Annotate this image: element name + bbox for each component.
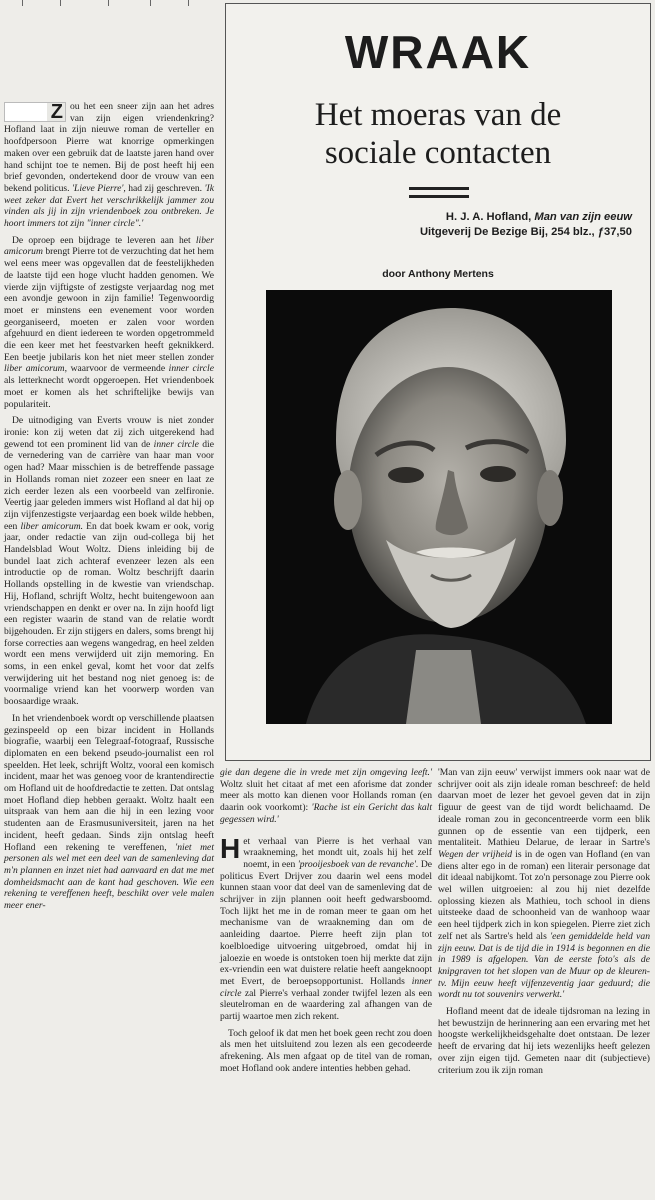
headline-box [225,3,651,761]
kicker: WRAAK [344,26,532,78]
byline: door Anthony Mertens [382,268,494,280]
paragraph: Toch geloof ik dat men het boek geen recht zou doen als men het uitsluitend zou lezen als een gecodeerde afrekening. Als men afgaat op de titel van de roman, moet Hofland ook andere intenties hebben gehad. [220,1027,432,1074]
paragraph: 'Man van zijn eeuw' verwijst immers ook naar wat de schrijver ooit als zijn ideale roman beschreef: de held daarvan moet de lezer het gevoel geven dat in zijn figuur de geest van de tijd wordt belichaamd. De ideale roman zou in geconcentreerde vorm een blik gunnen op de essentie van een tijdperk, een mentaliteit. Mathieu Delarue, de leraar in Sartre's Wegen der vrijheid is in de ogen van Hofland (en van diens alter ego in de roman) een literair personage dat dit ideaal nabijkomt. Tot zo'n personage zou Pierre ook wel willen uitgroeien: al zou hij niet dezelfde oplossing kiezen als Mathieu, toch school in diens uitsteeke daad de schoonheid van de wanhoop waar een heel tijdperk zich in kon spiegelen. Pierre ziet zich zelf net als Sartre's held als 'een gemiddelde held van zijn eeuw. Dat is de tijd die in 1914 is begonnen en die in 1989 is afgelopen. Van de eerste foto's als de knipgraven tot het slopen van de Muur op de kleuren-tv. Mijn eeuw heeft vijfenzeventig jaar geduurd; die wordt nu tot souvenirs verwerkt.' [438,767,650,1001]
headline: Het moeras van de sociale contacten [314,97,562,171]
drop-cap-box: Z [4,102,66,122]
book-info: H. J. A. Hofland, Man van zijn eeuw Uitgeverij De Bezige Bij, 254 blz., ƒ37,50 [419,211,632,238]
portrait-photo-icon [266,290,612,724]
paragraph: Het verhaal van Pierre is het verhaal van wraakneming, het mondt uit, zoals hij het zelf noemt, in een 'prooijesboek van de revanche'. De politicus Evert Drijver zou daarin wel eens model kunnen staan voor dat deel van de samenleving dat de schrijver in zijn plannen ooit heeft gedwarsboomd. Toch lijkt het me in de roman meer te gaan om het mechanisme van de wraakneming dan om de aanleiding daartoe. Pierre heeft zijn plan tot koelbloedige uitvoering uitgebroed, omdat hij in jaloezie en woede is ontstoken toen hij merkte dat zijn ex-vriendin een wat duistere relatie heeft aangeknoopt met Evert, de beroepsopportunist. Hollands inner circle zal Pierre's verhaal zonder twijfel lezen als een sleutelroman en de waardering zal afhangen van de partij waartoe men zich rekent. [220,832,433,1023]
drop-cap: H [220,832,241,864]
paragraph: De oproep een bijdrage te leveren aan het liber amicorum brengt Pierre tot de verzuchting dat het hem wel eens meer was opgevallen dat de feestelijkheden de laatste tijd een hoge vlucht hadden genomen. We vierde zijn vijftigste of zestigste verjaardag nog met een avondje gewoon in zijn familie! Tegenwoordig moet er minstens een evenement voor worden georganiseerd, moeten er zalen voor worden afgehuurd en dient iedereen te worden opgetrommeld die een keer met het feestvarken heeft geknikkerd. Een beetje jubilaris kon het niet meer stellen zonder liber amicorum, waarvoor de vermeende inner circle als letterknecht wordt opgeroepen. Het vriendenboek moet er komen als het schriftelijke bewijs van populariteit. [4,234,214,410]
article-column-right [438,767,650,1081]
divider-rule [409,187,469,190]
paragraph: In het vriendenboek wordt op verschillende plaatsen gezinspeeld op een bizar incident in Hollands biografie, waarbij een Telegraaf-fotograaf, Russische diplomaten en een bekend pseudo-journalist een rol speelden. Het leek, schrijft Woltz, vooral een komisch incident, maar het was genoeg voor de krantendirectie om Hofland uit de hoofdredactie te zetten. Dat ontslag moet Hofland diep hebben geraakt. Woltz haalt een uitspraak van hem aan die hij in een lezing voor studenten aan de Erasmusuniversiteit, jaren na het incident, heeft gedaan. Sinds zijn ontslag heeft Hofland een rekening te vereffenen, 'niet met personen als wel met een deel van de samenleving dat m'n plannen en inzet niet had aanvaard en dat me met domheidsmacht aan de kant had geschoven. Wie een rekening te vereffenen heeft, beschikt over vele malen meer ener- [4,712,214,912]
paragraph: gie dan degene die in vrede met zijn omgeving leeft.' Woltz sluit het citaat af met een aforisme dat zonder meer als motto kan dienen voor Hollands roman (en daarin ook voorkomt): 'Rache ist ein Gericht das kalt gegessen wird.' [220,767,432,825]
crop-marks [0,0,220,8]
article-column-left [4,101,214,917]
divider-rule [409,195,469,198]
paragraph: De uitnodiging van Everts vrouw is niet zonder ironie: kon zij weten dat zij zich uitgerekend had gewend tot een prominent lid van de inner circle die de vernedering van de carrière van haar man voor ogen had? Maar misschien is de betreffende passage in Hollands roman niet zozeer een sneer en laat ze zich eerder lezen als een voorbeeld van zelfironie. Veertig jaar geleden immers wist Hofland al dat hij op zijn vijfenzestigste verjaardag een boek wilde hebben, een liber amicorum. En dat boek kwam er ook, vorig jaar, onder redactie van zijn oud-collega bij het Handelsblad Wout Woltz. Diens inleiding bij de bundel laat zich achteraf evenzeer lezen als een introductie op de roman. Woltz beschrijft daarin Hollands opstelling in de kwestie van vriendschap. Hij, Hofland, schrijft Woltz, hecht buitengewoon aan vriendschappen en denkt er over na. In zijn hoofd ligt een register waarin de stand van de relatie wordt bijgehouden. Er zijn stijgers en dalers, soms brengt hij forse correcties aan wegens wangedrag, en heel zelden wordt een mens verwijderd uit zijn memoring. En soms, in een enkel geval, komt het voor dat zelfs verwijdering uit het bestand nog niet genoeg is: de voormalige vriend kan het voorwerp worden van boosaardige wraak. [4,415,214,708]
paragraph: Hofland meent dat de ideale tijdsroman na lezing in het bewustzijn de herinnering aan een ervaring met het hoogste werkelijkheidsgehalte doet ontstaan. De lezer heeft de ervaring dat hij iets wezenlijks heeft gelezen over zijn eigen tijd. Gemeten naar dit (subjectieve) criterium zou ik zijn roman [438,1006,650,1076]
article-column-middle [220,767,432,1080]
paragraph: Zou het een sneer zijn aan het adres van zijn eigen vriendenkring? Hofland laat in zijn nieuwe roman de verteller en hoofdpersoon Pierre wat knorrige opmerkingen maken over een gebruik dat de laatste jaren hand over hand schijnt toe te nemen. Bij de post heeft hij een brief gevonden, ondertekend door de vrouw van een bekend politicus. 'Lieve Pierre', had zij geschreven. 'Ik weet zeker dat Evert het verschrikkelijk jammer zou vinden als jij in zijn vriendenboek zou ontbreken. Je hoort immers tot zijn "inner circle".' [4,101,214,230]
